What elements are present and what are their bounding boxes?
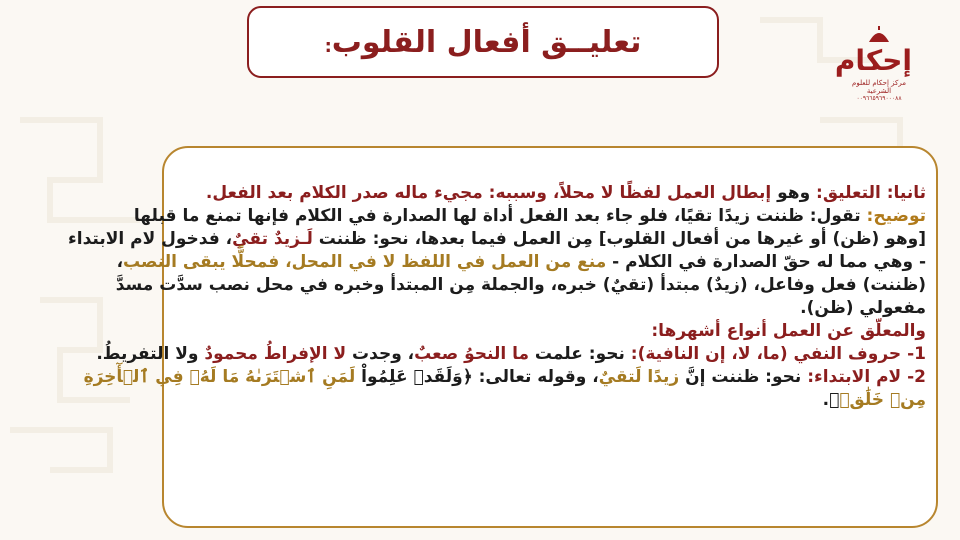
section-heading: ثانيا: التعليق: [810,183,926,203]
line-type-2-cont [176,389,926,412]
brand-logo [834,26,912,102]
example-text: لَـزيدٌ تقيٌ [232,229,313,249]
example-text: زيدًا لَتقيٌ [598,367,680,387]
example-text: ما النحوُ صعبٌ [414,344,529,364]
logo-subtitle: مركز إحكام للعلوم الشرعية [852,79,906,95]
example-text: لا الإفراطُ محمودٌ [204,344,347,364]
type-2-label: 2- لام الابتداء: [801,367,926,387]
type-1-label: 1- حروف النفي (ما، لا، إن النافية): [624,344,926,364]
page-title [325,25,642,60]
line-explanation-4 [115,274,926,297]
cause-label: وسببه: [482,183,547,203]
text: ، وقوله تعالى: ﴿وَلَقَدۡ عَلِمُواْ [355,367,599,387]
text: [وهو (ظن) أو غيرها من أفعال القلوب] مِن العمل فيما بعدها، نحو: ظننت [312,229,926,249]
text: نحو: ظننت إنَّ [679,367,802,387]
definition-text: إبطال العمل لفظًا لا محلاً، [546,183,772,203]
line-explanation-2 [68,228,926,251]
text: (ظننت) فعل وفاعل، (زيدٌ) مبتدأ (تقيٌ) خبره، والجملة مِن المبتدأ وخبره في محل نصب سدَّت مسدَّ [115,275,926,295]
line-type-1 [96,343,926,366]
text: تقول: ظننت زيدًا تقيًا، فلو جاء بعد الفعل أداة لها الصدارة في الكلام فإنها تمنع ما قبلها [133,206,861,226]
text: ، وجدت [346,344,415,364]
title-colon: : [324,35,332,57]
dome-icon [865,26,893,42]
text: ولا التفريطُ. [96,344,205,364]
content-text [68,182,926,412]
logo-word: إحكام [834,44,912,77]
text: ، [116,252,124,272]
line-explanation-5 [176,297,926,320]
title-text: تعليــق أفعال القلوب [331,24,642,60]
text: نحو: علمت [528,344,625,364]
line-types-heading [176,320,926,343]
text: مفعولي (ظن). [800,298,926,318]
text: وهو [771,183,811,203]
rule-text: منع من العمل في اللفظ لا في المحل، فمحلًّا يبقى النصب [123,252,607,272]
types-heading: والمعلّق عن العمل أنواع أشهرها: [651,321,926,341]
cause-text: مجيء ماله صدر الكلام بعد الفعل. [205,183,483,203]
quran-text: مِنۡ خَلَٰقٖ [839,390,926,410]
text: - وهي مما له حقّ الصدارة في الكلام - [606,252,926,272]
title-box [247,6,719,78]
content-box [68,146,938,528]
line-type-2 [83,366,926,389]
explanation-label: توضيح: [860,206,926,226]
text: ﴾. [822,390,840,410]
logo-number: ٠٠٩٦٦٥٩٦٩٠٠٠٨٨ [856,95,902,102]
line-explanation-3 [116,251,926,274]
line-definition [176,182,926,205]
line-explanation-1 [133,205,926,228]
text: ، فدخول لام الابتداء [68,229,233,249]
quran-text: لَمَنِ ٱشۡتَرَىٰهُ مَا لَهُۥ فِي ٱلۡأٓخِرَةِ [83,367,356,387]
